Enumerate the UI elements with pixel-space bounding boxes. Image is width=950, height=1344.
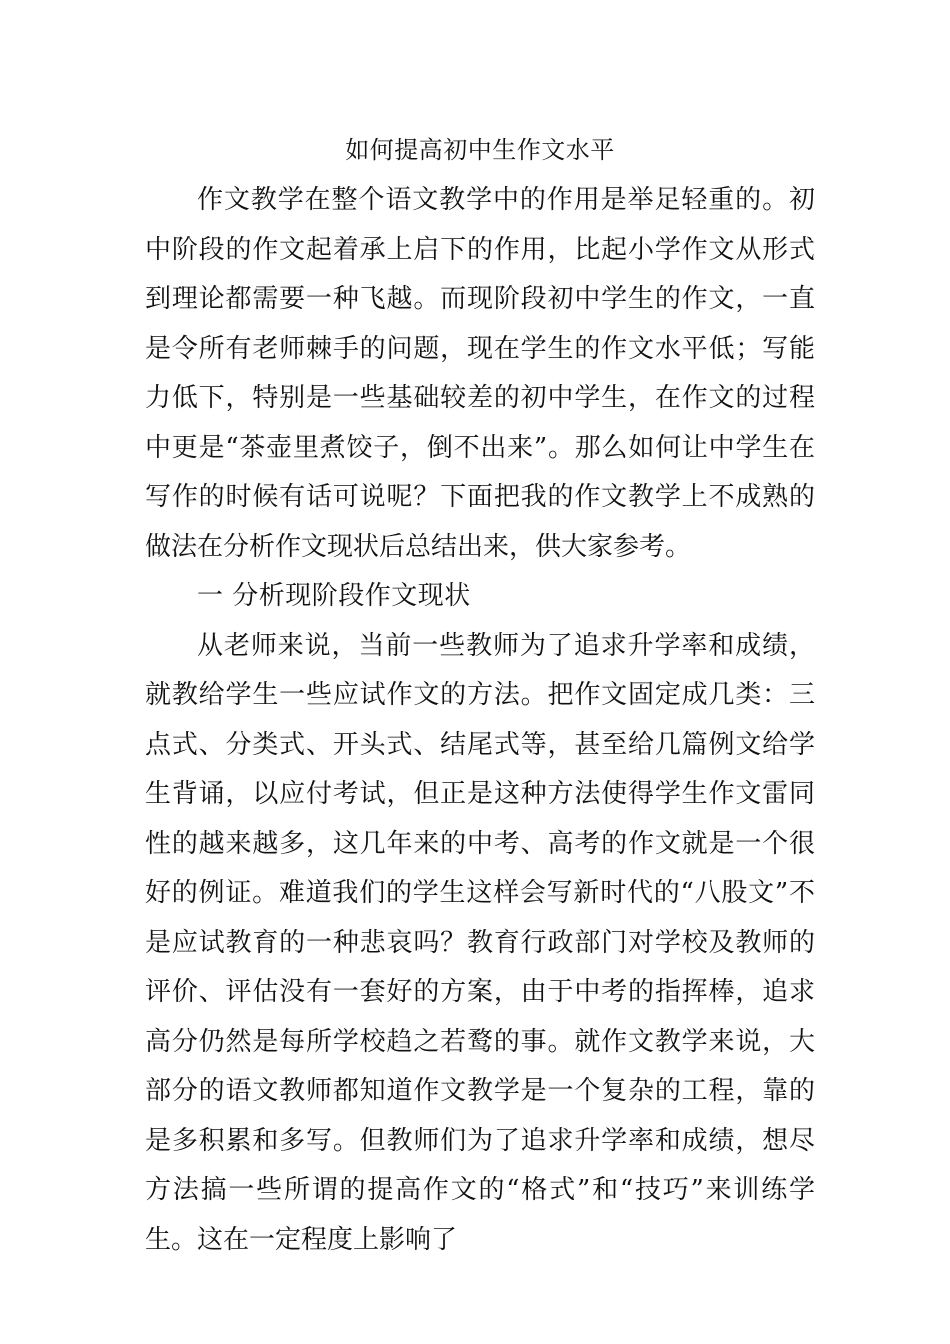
body-paragraph: 从老师来说，当前一些教师为了追求升学率和成绩，就教给学生一些应试作文的方法。把作文固定成几类：三点式、分类式、开头式、结尾式等，甚至给几篇例文给学生背诵，以应付考试，但正是这种方法使得学生作文雷同性的越来越多，这几年来的中考、高考的作文就是一个很好的例证。难道我们的学生这样会写新时代的“八股文”不是应试教育的一种悲哀吗？教育行政部门对学校及教师的评价、评估没有一套好的方案，由于中考的指挥棒，追求高分仍然是每所学校趋之若鹜的事。就作文教学来说，大部分的语文教师都知道作文教学是一个复杂的工程，靠的是多积累和多写。但教师们为了追求升学率和成绩，想尽方法搞一些所谓的提高作文的“格式”和“技巧”来训练学生。这在一定程度上影响了 <box>145 630 815 1255</box>
section-heading: 一 分析现阶段作文现状 <box>197 581 471 611</box>
document-title: 如何提高初中生作文水平 <box>345 136 615 164</box>
document-body <box>145 130 815 1265</box>
intro-paragraph: 作文教学在整个语文教学中的作用是举足轻重的。初中阶段的作文起着承上启下的作用，比起小学作文从形式到理论都需要一种飞越。而现阶段初中学生的作文，一直是令所有老师棘手的问题，现在学生的作文水平低；写能力低下，特别是一些基础较差的初中学生，在作文的过程中更是“茶壶里煮饺子，倒不出来”。那么如何让中学生在写作的时候有话可说呢？下面把我的作文教学上不成熟的做法在分析作文现状后总结出来，供大家参考。 <box>145 185 815 562</box>
